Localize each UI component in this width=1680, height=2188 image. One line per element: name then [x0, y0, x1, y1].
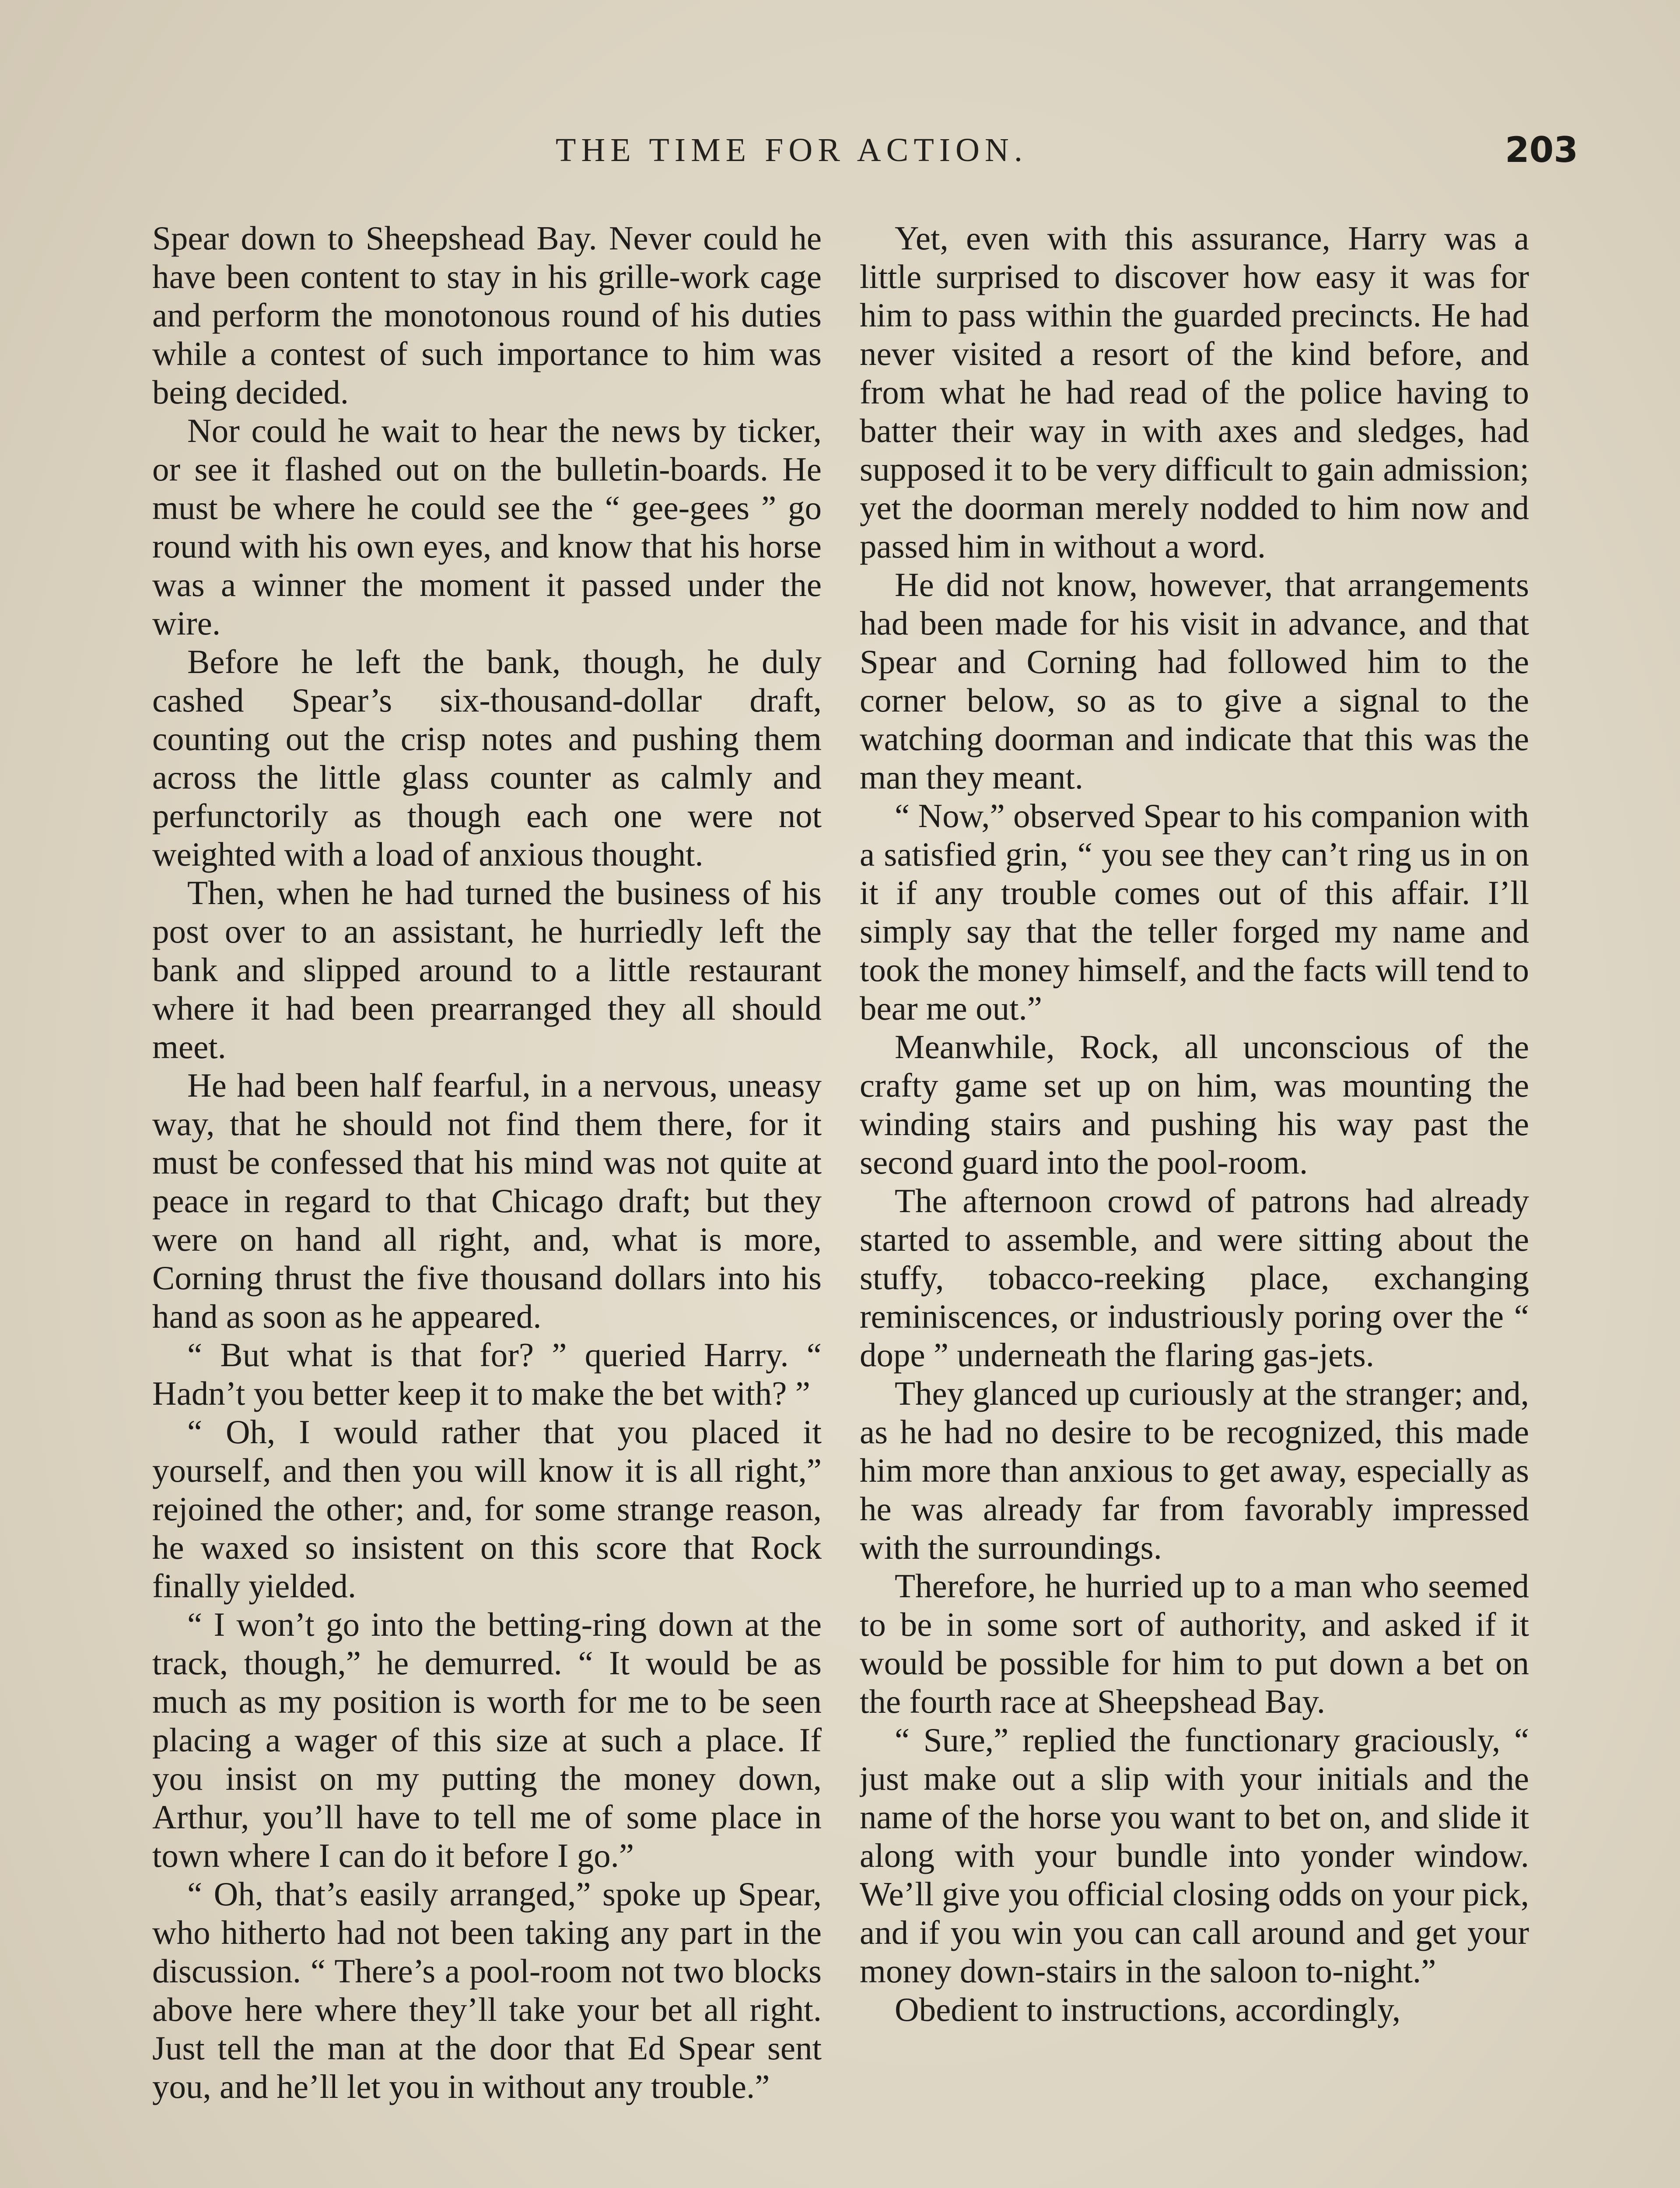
paragraph: Yet, even with this assurance, Harry was a little surprised to discover how easy it was for him to pass within the guarded precincts. He had never visited a resort of the kind before, and from what he had read of the police having to batter their way in with axes and sledges, had supposed it to be very difficult to gain admission; yet the doorman merely nodded to him now and passed him in without a word.	[860, 219, 1529, 565]
paragraph: “ Now,” observed Spear to his companion with a satisfied grin, “ you see they can’t ring us in on it if any trouble comes out of this affair. I’ll simply say that the teller forged my name and took the money himself, and the facts will tend to bear me out.”	[860, 797, 1529, 1027]
paragraph: Obedient to instructions, accordingly,	[895, 1991, 1401, 2028]
paragraph: “ Sure,” replied the functionary graciously, “ just make out a slip with your initials and the name of the horse you want to bet on, and slide it along with your bundle into yonder window. We’ll give you official closing odds on your pick, and if you win you can call around and get your money down-stairs in the saloon to-night.”	[860, 1721, 1529, 1990]
paragraph: Before he left the bank, though, he duly cashed Spear’s six-thousand-dollar draft, counting out the crisp notes and pushing them across the little glass counter as calmly and perfunctorily as though each one were not weighted with a load of anxious thought.	[152, 643, 822, 873]
paragraph: “ I won’t go into the betting-ring down at the track, though,” he demurred. “ It would be as much as my position is worth for me to be seen placing a wager of this size at such a place. If you insist on my putting the money down, Arthur, you’ll have to tell me of some place in town where I can do it before I go.”	[152, 1606, 822, 1874]
paragraph: They glanced up curiously at the stranger; and, as he had no desire to be recognized, this made him more than anxious to get away, especially as he was already far from favorably impressed with the surroundings.	[860, 1375, 1529, 1566]
paragraph: The afternoon crowd of patrons had already started to assemble, and were sitting about the stuffy, tobacco-reeking place, exchanging reminiscences, or industriously poring over the “ dope ” underneath the flaring gas-jets.	[860, 1182, 1529, 1374]
right-column	[860, 219, 1529, 2188]
running-title: THE TIME FOR ACTION.	[556, 132, 1028, 168]
paragraph: “ Oh, that’s easily arranged,” spoke up Spear, who hitherto had not been taking any part in the discussion. “ There’s a pool-room not two blocks above here where they’ll take your bet all right. Just tell the man at the door that Ed Spear sent you, and he’ll let you in without any trouble.”	[152, 1875, 822, 2105]
page-number: 203	[1505, 130, 1578, 170]
paragraph: Spear down to Sheepshead Bay. Never could he have been content to stay in his grille-work cage and perform the monotonous round of his duties while a contest of such importance to him was being decided.	[152, 219, 822, 411]
paragraph: Then, when he had turned the business of his post over to an assistant, he hurriedly left the bank and slipped around to a little restaurant where it had been prearranged they all should meet.	[152, 874, 822, 1066]
left-column	[152, 219, 822, 2188]
paragraph: He did not know, however, that arrangements had been made for his visit in advance, and that Spear and Corning had followed him to the corner below, so as to give a signal to the watching doorman and indicate that this was the man they meant.	[860, 566, 1529, 796]
paragraph: Nor could he wait to hear the news by ticker, or see it flashed out on the bulletin-boards. He must be where he could see the “ gee-gees ” go round with his own eyes, and know that his horse was a winner the moment it passed under the wire.	[152, 412, 822, 642]
paragraph: He had been half fearful, in a nervous, uneasy way, that he should not find them there, for it must be confessed that his mind was not quite at peace in regard to that Chicago draft; but they were on hand all right, and, what is more, Corning thrust the five thousand dollars into his hand as soon as he appeared.	[152, 1066, 822, 1335]
paragraph: “ But what is that for? ” queried Harry. “ Hadn’t you better keep it to make the bet with? ”	[152, 1336, 822, 1412]
paragraph: “ Oh, I would rather that you placed it yourself, and then you will know it is all right,” rejoined the other; and, for some strange reason, he waxed so insistent on this score that Rock finally yielded.	[152, 1413, 822, 1605]
paragraph: Meanwhile, Rock, all unconscious of the crafty game set up on him, was mounting the winding stairs and pushing his way past the second guard into the pool-room.	[860, 1028, 1529, 1181]
paragraph: Therefore, he hurried up to a man who seemed to be in some sort of authority, and asked if it would be possible for him to put down a bet on the fourth race at Sheepshead Bay.	[860, 1567, 1529, 1720]
